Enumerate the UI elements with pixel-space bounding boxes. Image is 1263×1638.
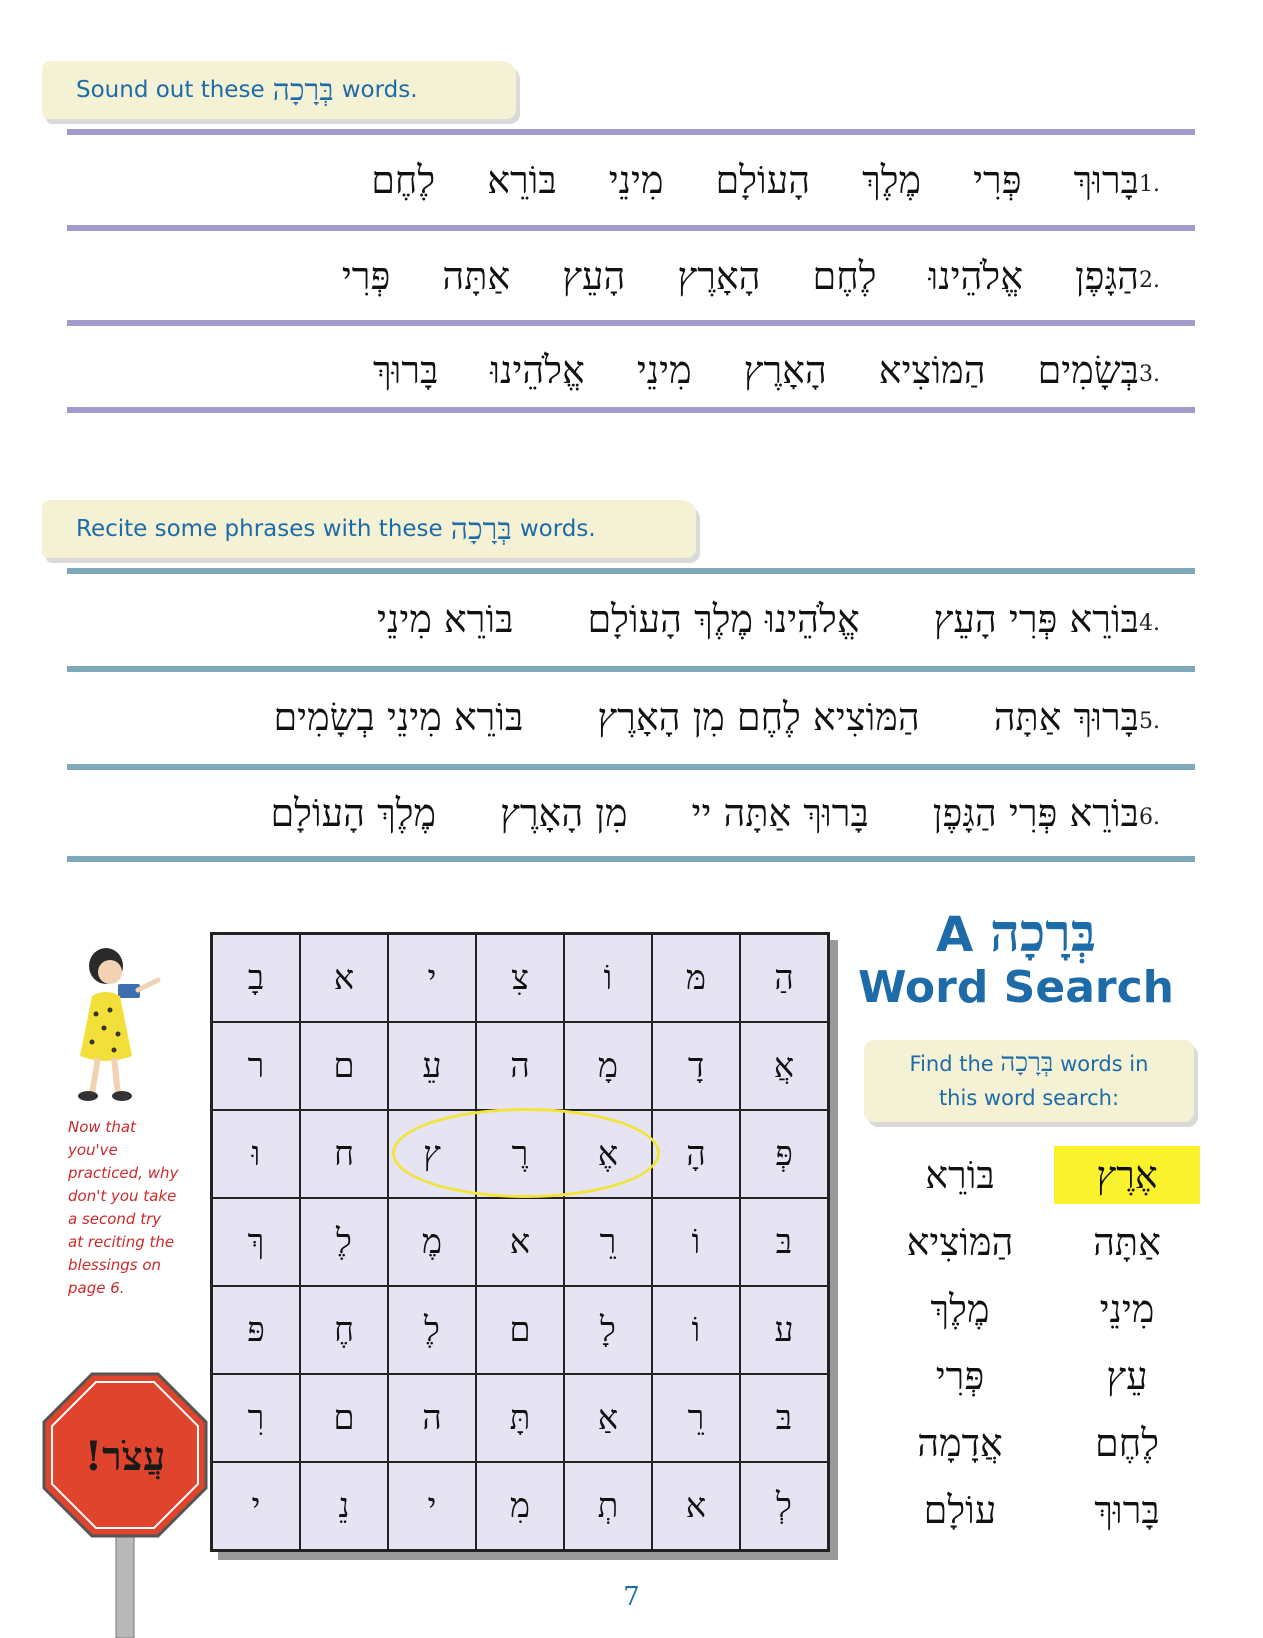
hebrew-word: אַתָּה	[442, 253, 511, 298]
hebrew-word: הָאָרֶץ	[743, 347, 827, 392]
hebrew-word: בְּשָׂמִים	[1037, 347, 1139, 392]
word-list-item-found: אֶרֶץ	[1054, 1146, 1200, 1204]
word-list-item: אַתָּה	[1093, 1220, 1161, 1264]
grid-cell[interactable]: וּ	[212, 1110, 300, 1198]
section2-instruction-after: words.	[519, 516, 596, 542]
grid-cell[interactable]: ם	[476, 1286, 564, 1374]
hebrew-phrase: מִן הָאָרֶץ	[500, 790, 628, 835]
grid-cell[interactable]: בּ	[740, 1374, 828, 1462]
word-list	[870, 1146, 1200, 1548]
grid-cell[interactable]: פְּ	[740, 1110, 828, 1198]
grid-cell[interactable]: אֲ	[740, 1022, 828, 1110]
grid-cell[interactable]: תָּ	[476, 1374, 564, 1462]
grid-cell[interactable]: לֶ	[388, 1286, 476, 1374]
grid-cell[interactable]: רִ	[212, 1374, 300, 1462]
hebrew-phrase: בָּרוּךְ אַתָּה יי	[691, 790, 869, 835]
grid-cell[interactable]: ץ	[388, 1110, 476, 1198]
hebrew-phrase: הַמּוֹצִיא לֶחֶם מִן הָאָרֶץ	[597, 694, 920, 739]
hebrew-word: בָּרוּךְ	[1073, 157, 1139, 202]
word-list-row	[870, 1347, 1200, 1414]
grid-cell[interactable]: פּ	[212, 1286, 300, 1374]
hebrew-phrase: בָּרוּךְ אַתָּה	[993, 694, 1139, 739]
word-list-row	[870, 1146, 1200, 1213]
section1-instruction-hebrew: בְּרָכָה	[272, 72, 334, 108]
word-list-item: עוֹלָם	[923, 1488, 997, 1532]
girl-illustration	[58, 944, 166, 1104]
row-number: 6.	[1139, 804, 1160, 830]
hebrew-word: בָּרוּךְ	[372, 347, 439, 392]
title-line2: Word Search	[857, 962, 1175, 1013]
hebrew-word: מִינֵי	[608, 157, 664, 202]
find-after: words in	[1060, 1052, 1149, 1076]
page-number: 7	[623, 1582, 640, 1612]
row-number: 2.	[1139, 267, 1160, 293]
section2-instruction-hebrew: בְּרָכָה	[450, 511, 512, 547]
word-list-row	[870, 1280, 1200, 1347]
grid-cell[interactable]: הָ	[652, 1110, 740, 1198]
word-list-item: הַמּוֹצִיא	[906, 1220, 1014, 1264]
word-list-row	[870, 1481, 1200, 1548]
word-list-item: אֲדָמָה	[917, 1421, 1003, 1465]
section1-instruction-after: words.	[341, 77, 418, 103]
grid-cell[interactable]: אַ	[564, 1374, 652, 1462]
grid-cell[interactable]: חֶ	[300, 1286, 388, 1374]
hebrew-word: הָאָרֶץ	[677, 253, 761, 298]
row-number: 3.	[1139, 361, 1160, 387]
title-prefix: A	[936, 907, 974, 963]
hebrew-word: לֶחֶם	[812, 253, 877, 298]
row-number: 4.	[1139, 610, 1160, 636]
hebrew-word: לֶחֶם	[371, 157, 436, 202]
reading-row-4	[67, 574, 1179, 664]
hebrew-phrase: בּוֹרֵא מִינֵי	[377, 596, 514, 641]
hebrew-word: הַמּוֹצִיא	[878, 347, 986, 392]
word-list-row	[870, 1213, 1200, 1280]
section2-instruction-before: Recite some phrases with these	[76, 516, 443, 542]
grid-cell[interactable]: י	[388, 934, 476, 1022]
stop-sign-text: עֲצֹר!	[84, 1433, 166, 1480]
grid-cell[interactable]: רֶ	[476, 1110, 564, 1198]
grid-cell[interactable]: ה	[388, 1374, 476, 1462]
reading-row-1	[67, 135, 1179, 225]
find-line2: this word search:	[938, 1086, 1120, 1110]
grid-cell[interactable]: צִ	[476, 934, 564, 1022]
hebrew-word: הָעוֹלָם	[715, 157, 811, 202]
grid-cell[interactable]: בָ	[212, 934, 300, 1022]
grid-cell[interactable]: נֵ	[300, 1462, 388, 1550]
grid-cell[interactable]: א	[652, 1462, 740, 1550]
grid-cell[interactable]: לֶ	[300, 1198, 388, 1286]
hebrew-word: מִינֵי	[636, 347, 692, 392]
grid-cell[interactable]: וֹ	[652, 1286, 740, 1374]
hebrew-word: אֱלֹהֵינוּ	[928, 253, 1023, 298]
row-number: 5.	[1139, 708, 1160, 734]
grid-cell[interactable]: ךְ	[212, 1198, 300, 1286]
reading-row-6	[67, 768, 1179, 858]
title-hebrew: בְּרָכָה	[989, 903, 1096, 964]
grid-cell[interactable]: וֹ	[652, 1198, 740, 1286]
grid-cell[interactable]: ה	[476, 1022, 564, 1110]
grid-cell[interactable]: י	[212, 1462, 300, 1550]
word-list-item: מִינֵי	[1099, 1287, 1155, 1331]
grid-cell[interactable]: דָ	[652, 1022, 740, 1110]
word-list-item: בּוֹרֵא	[925, 1153, 995, 1197]
word-search-grid	[210, 932, 830, 1552]
grid-cell[interactable]: י	[388, 1462, 476, 1550]
hebrew-phrase: בּוֹרֵא מִינֵי בְשָׂמִים	[273, 694, 524, 739]
grid-cell[interactable]: מָ	[564, 1022, 652, 1110]
word-list-row	[870, 1414, 1200, 1481]
word-list-item: בָּרוּךְ	[1094, 1488, 1160, 1532]
word-search-title	[846, 903, 1186, 1013]
grid-cell[interactable]: עֵ	[388, 1022, 476, 1110]
grid-cell[interactable]: לְ	[740, 1462, 828, 1550]
grid-cell[interactable]: א	[476, 1198, 564, 1286]
grid-cell[interactable]: ר	[212, 1022, 300, 1110]
hebrew-word: בּוֹרֵא	[487, 157, 557, 202]
grid-cell[interactable]: בּ	[740, 1198, 828, 1286]
word-list-item: מֶלֶךְ	[930, 1287, 990, 1331]
word-list-item: פְּרִי	[935, 1354, 985, 1398]
reading-row-2	[67, 231, 1179, 321]
grid-cell[interactable]: אֶ	[564, 1110, 652, 1198]
hebrew-phrase: בּוֹרֵא פְּרִי הַגָּפֶן	[932, 790, 1139, 835]
grid-cell[interactable]: מִ	[476, 1462, 564, 1550]
hebrew-phrase: בּוֹרֵא פְּרִי הָעֵץ	[933, 596, 1139, 641]
grid-cell[interactable]: ם	[300, 1374, 388, 1462]
hebrew-word: פְּרִי	[973, 157, 1022, 202]
section2-instruction-banner	[42, 500, 696, 558]
hebrew-phrase: מֶלֶךְ הָעוֹלָם	[270, 790, 437, 835]
grid-cell[interactable]: מֶ	[388, 1198, 476, 1286]
row-number: 1.	[1139, 171, 1160, 197]
found-word-circle	[392, 1108, 660, 1198]
reading-row-3	[67, 325, 1179, 415]
grid-cell[interactable]: וֹ	[564, 934, 652, 1022]
grid-cell[interactable]: ע	[740, 1286, 828, 1374]
word-list-item: לֶחֶם	[1095, 1421, 1159, 1465]
hebrew-phrase: אֱלֹהֵינוּ מֶלֶךְ הָעוֹלָם	[587, 596, 860, 641]
grid-cell[interactable]: ח	[300, 1110, 388, 1198]
hebrew-word: אֱלֹהֵינוּ	[490, 347, 585, 392]
hebrew-word: פְּרִי	[341, 253, 391, 298]
section1-instruction-before: Sound out these	[76, 77, 265, 103]
side-note: Now that you've practiced, why don't you take a second try at reciting the blessings on page 6.	[68, 1118, 179, 1297]
find-hebrew: בְּרָכָה	[1000, 1048, 1054, 1078]
grid-cell[interactable]: רֵ	[564, 1198, 652, 1286]
grid-cell[interactable]: א	[300, 934, 388, 1022]
reading-row-5	[67, 672, 1179, 762]
grid-cell[interactable]: רֵ	[652, 1374, 740, 1462]
grid-cell[interactable]: לָ	[564, 1286, 652, 1374]
find-before: Find the	[909, 1052, 994, 1076]
grid-cell[interactable]: תְ	[564, 1462, 652, 1550]
grid-cell[interactable]: מּ	[652, 934, 740, 1022]
find-instruction-banner	[864, 1040, 1194, 1122]
word-list-item: עֵץ	[1106, 1354, 1148, 1398]
section1-instruction-banner	[42, 61, 516, 119]
grid-cell[interactable]: ם	[300, 1022, 388, 1110]
hebrew-word: מֶלֶךְ	[862, 157, 922, 202]
grid-cell[interactable]: הַ	[740, 934, 828, 1022]
hebrew-word: הַגָּפֶן	[1075, 253, 1139, 298]
hebrew-word: הָעֵץ	[562, 253, 626, 298]
